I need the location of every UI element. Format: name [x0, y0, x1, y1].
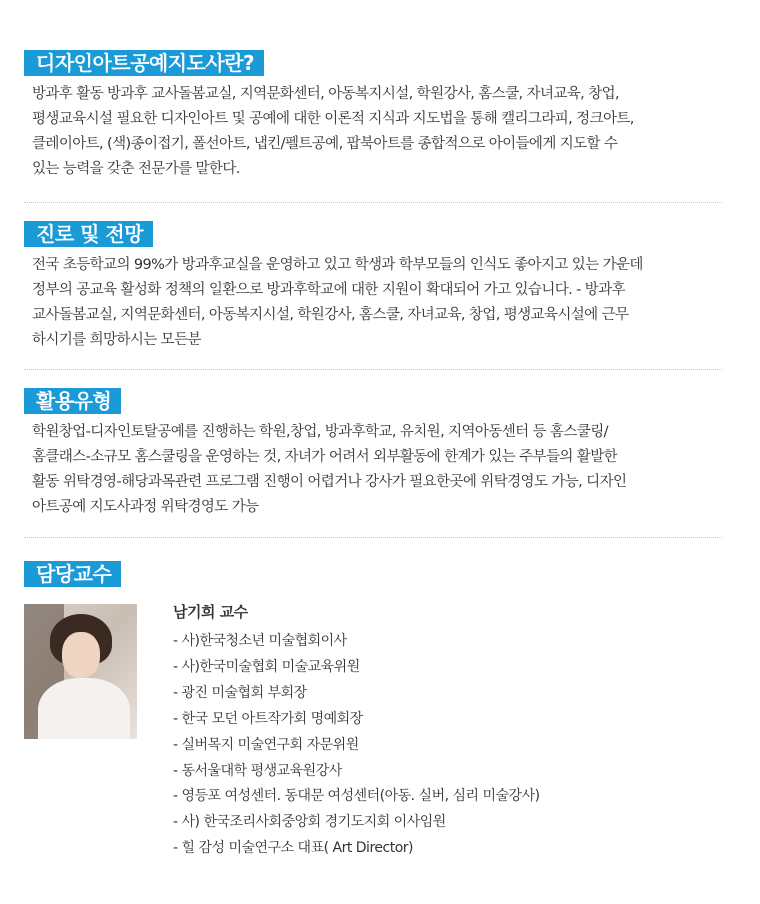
section-heading-definition: 디자인아트공예지도사란? [24, 50, 264, 76]
career-item: - 실버목지 미술연구회 자문위원 [173, 736, 359, 753]
text-line: 평생교육시설 필요한 디자인아트 및 공예에 대한 이론적 지식과 지도법을 통해 캘리그라피, 정크아트, [32, 111, 634, 127]
section-heading-career-outlook: 진로 및 전망 [24, 221, 153, 247]
section-body-usage-types [32, 420, 722, 520]
section-career-outlook [24, 221, 722, 353]
section-heading-usage-types: 활용유형 [24, 388, 121, 414]
text-line: 교사돌봄교실, 지역문화센터, 아동복지시설, 학원강사, 홈스쿨, 자녀교육, 창업, 평생교육시설에 근무 [32, 307, 629, 323]
section-divider [24, 202, 722, 203]
professor-name: 남기희 교수 [173, 603, 248, 621]
career-item: - 광진 미술협회 부회장 [173, 684, 307, 701]
text-line: 아트공예 지도사과정 위탁경영도 가능 [32, 499, 259, 515]
section-professor [24, 561, 722, 587]
section-divider [24, 537, 722, 538]
career-item: - 사)한국청소년 미술협회이사 [173, 633, 347, 649]
section-body-definition [32, 82, 722, 182]
section-heading-professor: 담당교수 [24, 561, 121, 587]
text-line: 홈클래스-소규모 홈스쿨링을 운영하는 것, 자녀가 어려서 외부활동에 한계가 있는 주부들의 활발한 [32, 449, 618, 465]
career-item: - 사) 한국조리사회중앙회 경기도지회 이사임원 [173, 814, 446, 831]
section-body-career-outlook [32, 253, 722, 353]
career-item: - 동서울대학 평생교육원강사 [173, 762, 342, 779]
text-line: 전국 초등학교의 99%가 방과후교실을 운영하고 있고 학생과 학부모들의 인식도 좋아지고 있는 가운데 [32, 257, 643, 273]
text-line: 하시기를 희망하시는 모든분 [32, 332, 201, 348]
career-item: - 영등포 여성센터. 동대문 여성센터(아동. 실버, 심리 미술강사) [173, 788, 540, 805]
career-item: - 힐 감성 미술연구소 대표( Art Director) [173, 840, 413, 857]
text-line: 학원창업-디자인토탈공예를 진행하는 학원,창업, 방과후학교, 유치원, 지역아동센터 등 홈스쿨링/ [32, 424, 608, 440]
career-item: - 한국 모던 아트작가회 명예회장 [173, 710, 363, 727]
professor-career-list [173, 629, 540, 862]
text-line: 활동 위탁경영-해당과목관련 프로그램 진행이 어렵거나 강사가 필요한곳에 위탁경영도 가능, 디자인 [32, 474, 627, 490]
professor-photo [24, 604, 137, 739]
text-line: 방과후 활동 방과후 교사돌봄교실, 지역문화센터, 아동복지시설, 학원강사, 홈스쿨, 자녀교육, 창업, [32, 86, 620, 102]
section-divider [24, 369, 722, 370]
text-line: 있는 능력을 갖춘 전문가를 말한다. [32, 161, 240, 177]
text-line: 정부의 공교육 활성화 정책의 일환으로 방과후학교에 대한 지원이 확대되어 가고 있습니다. - 방과후 [32, 282, 626, 298]
section-usage-types [24, 388, 722, 520]
section-definition [24, 50, 722, 182]
career-item: - 사)한국미술협회 미술교육위원 [173, 658, 360, 675]
text-line: 클레이아트, (색)종이접기, 폴선아트, 냅킨/펠트공예, 팝북아트를 종합적으로 아이들에게 지도할 수 [32, 136, 618, 152]
